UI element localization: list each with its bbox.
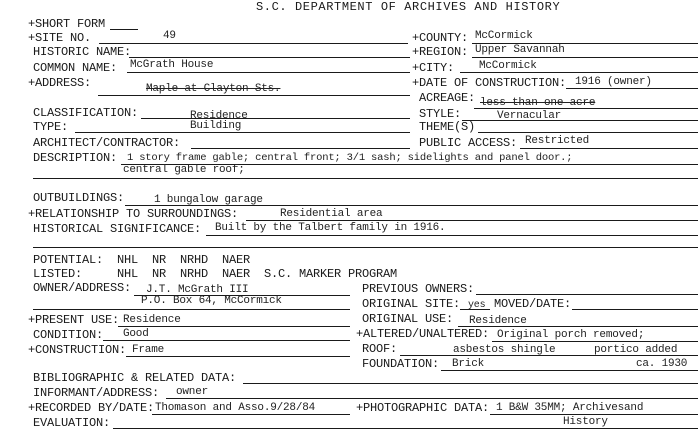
- roof-label: ROOF:: [362, 342, 398, 356]
- outbuildings-label: OUTBUILDINGS:: [33, 191, 125, 205]
- previous-owners-label: PREVIOUS OWNERS:: [362, 282, 475, 296]
- previous-owners-line: [476, 294, 698, 295]
- owner-value-2: P.O. Box 64, McCormick: [141, 295, 282, 307]
- owner-line-2: [33, 309, 350, 310]
- public-access-value: Restricted: [525, 135, 590, 147]
- common-name-label: COMMON NAME:: [33, 61, 118, 75]
- city-label: +CITY:: [412, 61, 455, 75]
- acreage-label: ACREAGE:: [419, 91, 476, 105]
- county-label: +COUNTY:: [412, 31, 469, 45]
- informant-line: [166, 398, 698, 399]
- region-line: [472, 57, 698, 58]
- common-name-value: McGrath House: [130, 59, 214, 71]
- historical-significance-value: Built by the Talbert family in 1916.: [215, 222, 446, 234]
- type-label: TYPE:: [33, 120, 69, 134]
- style-value: Vernacular: [497, 110, 562, 122]
- informant-label: INFORMANT/ADDRESS:: [33, 386, 160, 400]
- site-no-label: +SITE NO.: [28, 31, 92, 45]
- classification-line: [141, 118, 410, 119]
- recorded-by-label: +RECORDED BY/DATE:: [28, 401, 155, 415]
- construction-value: Frame: [132, 344, 165, 356]
- architect-label: ARCHITECT/CONTRACTOR:: [33, 136, 181, 150]
- region-label: +REGION:: [412, 45, 469, 59]
- description-value-2: central gable roof;: [123, 164, 245, 176]
- historic-name-label: HISTORIC NAME:: [33, 45, 132, 59]
- construction-line: [126, 356, 350, 357]
- photographic-label: +PHOTOGRAPHIC DATA:: [356, 401, 490, 415]
- photographic-line-1: [490, 414, 698, 415]
- historical-significance-label: HISTORICAL SIGNIFICANCE:: [33, 222, 202, 236]
- informant-value: owner: [176, 386, 209, 398]
- potential-label: POTENTIAL: NHL NR NRHD NAER: [33, 253, 251, 267]
- theme-label: THEME(S): [419, 120, 476, 134]
- foundation-value: Brick: [452, 358, 485, 370]
- style-line: [462, 120, 698, 121]
- altered-label: +ALTERED/UNALTERED:: [356, 327, 490, 341]
- site-no-value: 49: [163, 30, 176, 42]
- altered-value-4: ca. 1930: [636, 358, 688, 370]
- public-access-line: [520, 148, 698, 149]
- address-label: +ADDRESS:: [28, 76, 92, 90]
- moved-date-line: [572, 309, 698, 310]
- foundation-label: FOUNDATION:: [362, 357, 440, 371]
- relationship-value: Residential area: [280, 208, 383, 220]
- present-use-value: Residence: [123, 314, 181, 326]
- description-label: DESCRIPTION:: [33, 151, 118, 165]
- classification-value: Residence: [190, 110, 248, 122]
- address-value: Maple at Clayton Sts.: [146, 83, 281, 95]
- original-use-value: Residence: [469, 315, 527, 327]
- architect-line: [191, 148, 410, 149]
- altered-value-1: Original porch removed;: [497, 329, 645, 341]
- original-site-line: [460, 309, 490, 310]
- photographic-value-1: 1 B&W 35MM; Archivesand: [496, 402, 644, 414]
- description-line-2: [33, 178, 698, 179]
- owner-value-1: J.T. McGrath III: [146, 284, 249, 296]
- classification-label: CLASSIFICATION:: [33, 106, 139, 120]
- city-line: [460, 72, 698, 73]
- evaluation-line: [113, 428, 698, 429]
- acreage-value: less than one acre: [480, 97, 596, 109]
- short-form-label: +SHORT FORM: [28, 17, 106, 31]
- roof-line: [400, 355, 698, 356]
- photographic-value-2: History: [563, 416, 608, 428]
- bibliographic-label: BIBLIOGRAPHIC & RELATED DATA:: [33, 371, 237, 385]
- outbuildings-line: [125, 205, 698, 206]
- site-no-line: [99, 43, 408, 44]
- description-value-1: 1 story frame gable; central front; 3/1 sash; sidelights and panel door.;: [127, 152, 573, 164]
- short-form-line: [110, 29, 138, 30]
- county-value: McCormick: [475, 30, 533, 42]
- address-line: [98, 95, 410, 96]
- present-use-label: +PRESENT USE:: [28, 313, 120, 327]
- type-value: Building: [190, 120, 242, 132]
- date-construction-value: 1916 (owner): [575, 76, 652, 88]
- relationship-label: +RELATIONSHIP TO SURROUNDINGS:: [28, 207, 239, 221]
- altered-value-3: portico added: [594, 344, 678, 356]
- foundation-line: [441, 370, 698, 371]
- altered-value-2: asbestos shingle: [453, 344, 556, 356]
- style-label: STYLE:: [419, 107, 462, 121]
- outbuildings-value: 1 bungalow garage: [154, 194, 263, 206]
- condition-line: [103, 340, 350, 341]
- original-use-line: [458, 326, 698, 327]
- construction-label: +CONSTRUCTION:: [28, 343, 127, 357]
- public-access-label: PUBLIC ACCESS:: [419, 136, 518, 150]
- theme-line: [478, 132, 698, 133]
- present-use-line: [118, 326, 350, 327]
- altered-line-1: [492, 341, 698, 342]
- relationship-line: [246, 220, 698, 221]
- listed-label: LISTED: NHL NR NRHD NAER S.C. MARKER PROGRAM: [33, 267, 398, 281]
- evaluation-label: EVALUATION:: [33, 416, 111, 430]
- date-construction-label: +DATE OF CONSTRUCTION:: [412, 76, 567, 90]
- condition-value: Good: [123, 328, 149, 340]
- historic-name-line: [129, 57, 410, 58]
- recorded-by-line: [152, 414, 350, 415]
- type-line: [75, 132, 410, 133]
- region-value: Upper Savannah: [475, 44, 565, 56]
- bibliographic-line: [243, 383, 698, 384]
- original-site-value: yes: [468, 300, 486, 311]
- original-use-label: ORIGINAL USE:: [362, 312, 454, 326]
- owner-address-label: OWNER/ADDRESS:: [33, 281, 132, 295]
- original-site-label: ORIGINAL SITE:: [362, 297, 461, 311]
- date-construction-line: [566, 88, 698, 89]
- historical-significance-line-2: [33, 247, 698, 248]
- city-value: McCormick: [479, 60, 537, 72]
- condition-label: CONDITION:: [33, 328, 104, 342]
- recorded-by-value: Thomason and Asso.9/28/84: [155, 402, 316, 414]
- page-title: S.C. DEPARTMENT OF ARCHIVES AND HISTORY: [256, 0, 561, 14]
- historical-significance-line: [206, 235, 698, 236]
- acreage-line: [474, 108, 698, 109]
- moved-date-label: MOVED/DATE:: [494, 297, 572, 311]
- common-name-line: [127, 72, 410, 73]
